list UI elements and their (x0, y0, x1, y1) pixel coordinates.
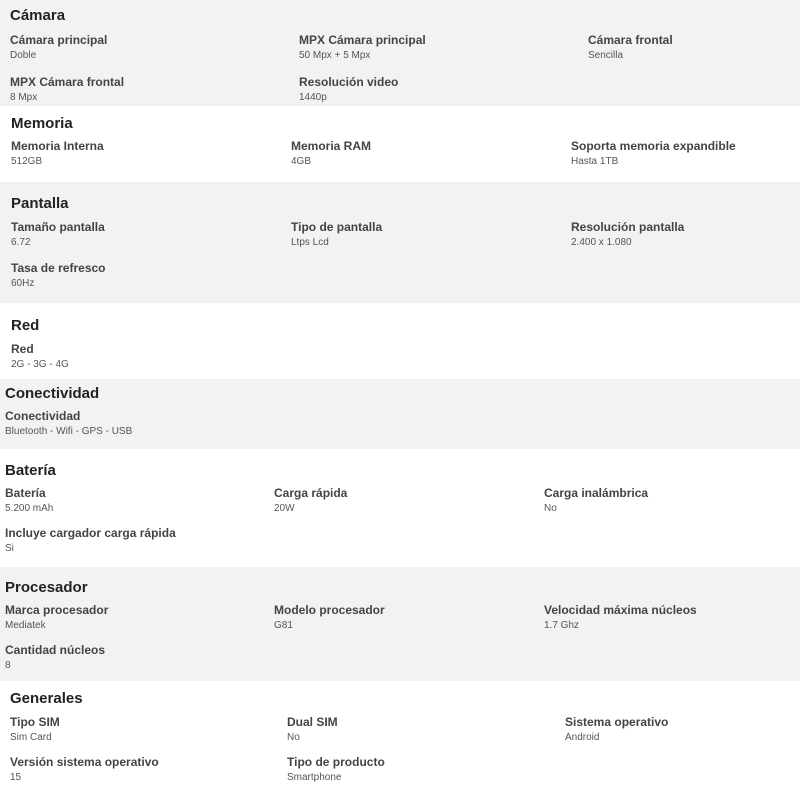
spec-marca-procesador (5, 603, 108, 632)
section-title-red: Red (11, 317, 40, 334)
spec-value: G81 (274, 620, 293, 631)
spec-mpx-camara-frontal (10, 75, 124, 104)
section-bateria (0, 449, 800, 567)
spec-label: Memoria RAM (291, 139, 372, 153)
spec-carga-inalambrica (544, 486, 648, 515)
spec-sistema-operativo (565, 715, 668, 744)
spec-value: 15 (10, 772, 22, 783)
spec-label: Cámara principal (10, 33, 108, 47)
spec-label: Tipo SIM (10, 715, 60, 729)
section-pantalla (0, 182, 800, 303)
spec-value: Hasta 1TB (571, 156, 619, 167)
spec-label: Cantidad núcleos (5, 643, 106, 657)
section-title-pantalla: Pantalla (11, 195, 69, 212)
section-red (0, 303, 800, 379)
spec-modelo-procesador (274, 603, 385, 632)
spec-label: Marca procesador (5, 603, 109, 617)
spec-value: Doble (10, 50, 37, 61)
spec-carga-rapida (274, 486, 347, 515)
spec-tipo-sim (10, 715, 60, 744)
spec-value: Android (565, 732, 600, 743)
spec-value: 1440p (299, 92, 327, 103)
spec-label: Red (11, 342, 34, 356)
spec-label: Memoria Interna (11, 139, 104, 153)
section-title-memoria: Memoria (11, 115, 73, 132)
spec-mpx-camara-principal (299, 33, 426, 62)
section-camara (0, 0, 800, 106)
spec-label: MPX Cámara principal (299, 33, 426, 47)
spec-value: No (544, 503, 557, 514)
spec-label: Batería (5, 486, 46, 500)
spec-dual-sim (287, 715, 338, 744)
spec-label: Tamaño pantalla (11, 220, 105, 234)
section-conectividad (0, 379, 800, 449)
spec-value: 60Hz (11, 278, 35, 289)
spec-label: Soporta memoria expandible (571, 139, 736, 153)
spec-value: 2G - 3G - 4G (11, 359, 69, 370)
spec-bateria (5, 486, 53, 515)
section-title-procesador: Procesador (5, 579, 88, 596)
spec-label: Carga inalámbrica (544, 486, 649, 500)
spec-tasa-refresco (11, 261, 106, 290)
spec-tamano-pantalla (11, 220, 105, 249)
spec-value: Mediatek (5, 620, 46, 631)
spec-cantidad-nucleos (5, 643, 105, 672)
spec-resolucion-video (299, 75, 398, 104)
section-memoria (0, 106, 800, 182)
section-title-bateria: Batería (5, 462, 56, 479)
spec-memoria-expandible (571, 139, 736, 168)
spec-value: 8 Mpx (10, 92, 38, 103)
spec-value: Ltps Lcd (291, 237, 329, 248)
spec-label: Tasa de refresco (11, 261, 106, 275)
spec-value: Sim Card (10, 732, 52, 743)
spec-value: 8 (5, 660, 11, 671)
spec-label: Velocidad máxima núcleos (544, 603, 697, 617)
spec-value: Smartphone (287, 772, 342, 783)
section-title-generales: Generales (10, 690, 83, 707)
spec-value: Sencilla (588, 50, 624, 61)
spec-camara-frontal (588, 33, 673, 62)
spec-camara-principal (10, 33, 107, 62)
spec-resolucion-pantalla (571, 220, 684, 249)
spec-value: 1.7 Ghz (544, 620, 580, 631)
spec-cargador-carga-rapida (5, 526, 176, 555)
spec-value: 2.400 x 1.080 (571, 237, 632, 248)
spec-value: 50 Mpx + 5 Mpx (299, 50, 371, 61)
spec-version-sistema-operativo (10, 755, 159, 784)
spec-value: 6.72 (11, 237, 31, 248)
spec-memoria-ram (291, 139, 371, 168)
spec-label: Tipo de pantalla (291, 220, 383, 234)
spec-red (11, 342, 69, 371)
spec-velocidad-nucleos (544, 603, 697, 632)
spec-memoria-interna (11, 139, 104, 168)
section-title-conectividad: Conectividad (5, 385, 100, 402)
spec-value: Bluetooth - Wifi - GPS - USB (5, 426, 133, 437)
spec-conectividad (5, 409, 132, 438)
section-generales (0, 681, 800, 800)
spec-value: No (287, 732, 300, 743)
spec-label: Resolución pantalla (571, 220, 685, 234)
spec-label: Carga rápida (274, 486, 348, 500)
spec-label: Cámara frontal (588, 33, 673, 47)
section-title-camara: Cámara (10, 7, 66, 24)
spec-label: MPX Cámara frontal (10, 75, 125, 89)
spec-label: Resolución video (299, 75, 399, 89)
spec-tipo-producto (287, 755, 385, 784)
spec-label: Sistema operativo (565, 715, 669, 729)
spec-label: Modelo procesador (274, 603, 385, 617)
spec-tipo-pantalla (291, 220, 382, 249)
spec-label: Versión sistema operativo (10, 755, 159, 769)
spec-value: 512GB (11, 156, 43, 167)
section-procesador (0, 567, 800, 681)
spec-label: Conectividad (5, 409, 81, 423)
spec-value: 4GB (291, 156, 312, 167)
spec-value: Si (5, 543, 14, 554)
spec-label: Tipo de producto (287, 755, 385, 769)
spec-label: Incluye cargador carga rápida (5, 526, 176, 540)
spec-label: Dual SIM (287, 715, 338, 729)
spec-value: 20W (274, 503, 295, 514)
spec-value: 5.200 mAh (5, 503, 54, 514)
